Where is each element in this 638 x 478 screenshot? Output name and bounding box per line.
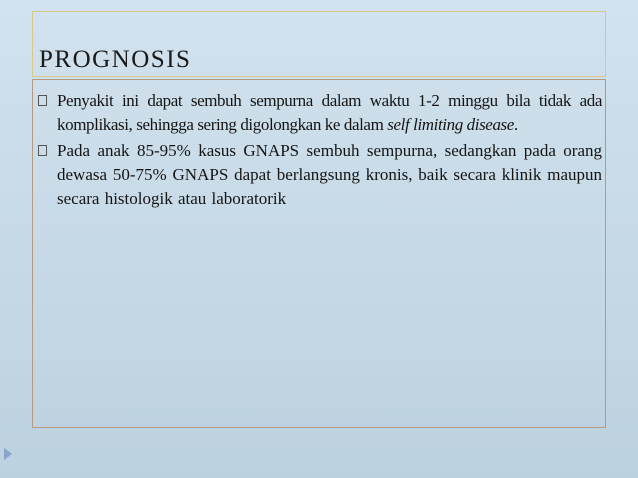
content-placeholder: [32, 79, 606, 428]
bullet-item-2: [36, 139, 602, 211]
bullet-1-italic-term: self limiting disease: [387, 115, 514, 134]
bullet-item-1: [36, 89, 602, 137]
bullet-2-text: Pada anak 85-95% kasus GNAPS sembuh sempurna, sedangkan pada orang dewasa 50-75% GNAPS dapat berlangsung kronis, baik secara klinik maupun secara histologik atau laboratorik: [57, 141, 602, 208]
bullet-1-suffix: .: [513, 115, 518, 134]
empty-square-bullet-icon: [38, 145, 47, 156]
title-placeholder: [32, 11, 606, 77]
bullet-list: [36, 89, 602, 213]
bullet-1-text: Penyakit ini dapat sembuh sempurna dalam waktu 1-2 minggu bila tidak ada komplikasi, sehingga sering digolongkan ke dalam: [57, 91, 602, 134]
slide-title: PROGNOSIS: [39, 46, 192, 73]
empty-square-bullet-icon: [38, 95, 47, 106]
triangle-right-icon[interactable]: [4, 448, 12, 460]
